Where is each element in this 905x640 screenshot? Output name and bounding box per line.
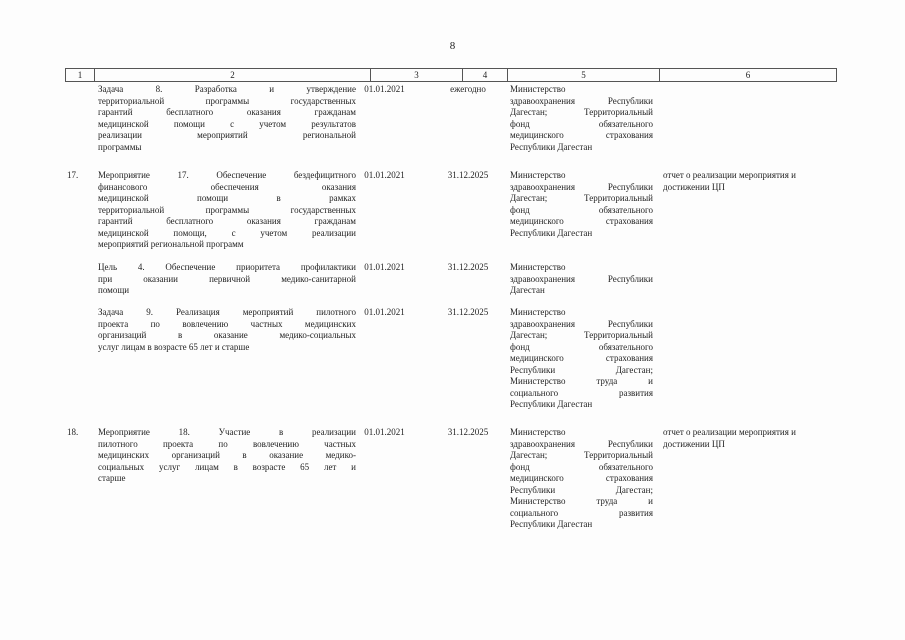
end-date: 31.12.2025: [447, 262, 489, 272]
responsible-line: Дагестан; Территориальный: [510, 330, 653, 340]
responsible-line: Министерство труда и: [510, 376, 653, 386]
description-line: Задача 9. Реализация мероприятий пилотного: [98, 307, 356, 317]
header-col-6: 6: [659, 69, 837, 81]
responsible-line: Дагестан; Территориальный: [510, 107, 653, 117]
responsible-line: Министерство: [510, 84, 566, 94]
description-line: Мероприятие 17. Обеспечение бездефицитного: [98, 170, 356, 180]
result-line: отчет о реализации мероприятия и: [663, 427, 796, 437]
start-date: 01.01.2021: [364, 170, 405, 180]
description-line: медицинских организаций в оказание медико-: [98, 450, 356, 460]
responsible-line: Дагестан: [510, 285, 545, 295]
result-line: достижении ЦП: [663, 438, 725, 449]
header-col-2: 2: [94, 69, 370, 81]
row-description: [98, 427, 356, 485]
description-line: Цель 4. Обеспечение приоритета профилактики: [98, 262, 356, 272]
responsible-line: фонд обязательного: [510, 204, 653, 215]
end-date: 31.12.2025: [447, 307, 489, 317]
end-date: 31.12.2025: [447, 170, 489, 180]
description-line: мероприятий региональной программ: [98, 239, 244, 249]
expected-result: [663, 427, 835, 450]
responsible-line: здравоохранения Республики: [510, 318, 653, 329]
header-col-5: 5: [507, 69, 659, 81]
description-line: медицинской помощи в рамках: [98, 193, 356, 203]
description-line: реализации мероприятий региональной: [98, 130, 356, 140]
responsible-executors: [510, 307, 653, 411]
description-line: медицинской помощи, с учетом реализации: [98, 227, 356, 238]
responsible-line: фонд обязательного: [510, 461, 653, 472]
description-line: помощи: [98, 285, 130, 295]
responsible-line: здравоохранения Республики: [510, 273, 653, 284]
responsible-line: Дагестан; Территориальный: [510, 450, 653, 460]
description-line: социальных услуг лицам в возрасте 65 лет и: [98, 461, 356, 472]
responsible-line: здравоохранения Республики: [510, 95, 653, 106]
responsible-line: здравоохранения Республики: [510, 438, 653, 449]
description-line: пилотного проекта по вовлечению частных: [98, 438, 356, 449]
responsible-line: Министерство: [510, 170, 566, 180]
row-description: [98, 262, 356, 297]
responsible-executors: [510, 84, 653, 153]
start-date: 01.01.2021: [364, 307, 405, 317]
start-date: 01.01.2021: [364, 262, 405, 272]
description-line: гарантий бесплатного оказания гражданам: [98, 107, 356, 117]
row-number: 18.: [67, 427, 79, 437]
responsible-line: Республики Дагестан: [510, 227, 593, 238]
responsible-executors: [510, 262, 653, 297]
description-line: гарантий бесплатного оказания гражданам: [98, 216, 356, 226]
description-line: программы: [98, 141, 142, 152]
responsible-line: Республики Дагестан: [510, 519, 593, 529]
description-line: территориальной программы государственных: [98, 204, 356, 215]
description-line: проекта по вовлечению частных медицинских: [98, 318, 356, 329]
responsible-line: Министерство труда и: [510, 496, 653, 506]
responsible-line: Республики Дагестан;: [510, 484, 653, 495]
start-date: 01.01.2021: [364, 427, 405, 437]
responsible-line: Республики Дагестан: [510, 399, 593, 409]
description-line: организаций в оказание медико-социальных: [98, 330, 356, 340]
result-line: отчет о реализации мероприятия и: [663, 170, 796, 180]
description-line: старше: [98, 473, 126, 483]
responsible-line: фонд обязательного: [510, 118, 653, 129]
responsible-line: здравоохранения Республики: [510, 181, 653, 192]
responsible-line: медицинского страхования: [510, 473, 653, 483]
responsible-line: Министерство: [510, 307, 566, 317]
responsible-line: фонд обязательного: [510, 341, 653, 352]
description-line: при оказании первичной медико-санитарной: [98, 273, 356, 284]
end-date: 31.12.2025: [447, 427, 489, 437]
responsible-executors: [510, 427, 653, 531]
description-line: услуг лицам в возрасте 65 лет и старше: [98, 341, 250, 352]
responsible-line: медицинского страхования: [510, 216, 653, 226]
header-col-1: 1: [65, 69, 94, 81]
responsible-line: Министерство: [510, 262, 566, 272]
responsible-line: Республики Дагестан;: [510, 364, 653, 375]
end-date: ежегодно: [450, 84, 486, 94]
header-col-3: 3: [370, 69, 462, 81]
expected-result: [663, 170, 835, 193]
description-line: финансового обеспечения оказания: [98, 181, 356, 192]
row-description: [98, 307, 356, 353]
description-line: Задача 8. Разработка и утверждение: [98, 84, 356, 94]
description-line: Мероприятие 18. Участие в реализации: [98, 427, 356, 437]
responsible-line: Министерство: [510, 427, 566, 437]
start-date: 01.01.2021: [364, 84, 405, 94]
responsible-executors: [510, 170, 653, 239]
responsible-line: социального развития: [510, 387, 653, 398]
row-description: [98, 170, 356, 251]
page-number: 8: [449, 40, 456, 52]
row-description: [98, 84, 356, 153]
description-line: территориальной программы государственных: [98, 95, 356, 106]
responsible-line: Республики Дагестан: [510, 141, 593, 152]
header-col-4: 4: [462, 69, 507, 81]
row-number: 17.: [67, 170, 79, 180]
description-line: медицинской помощи с учетом результатов: [98, 118, 356, 129]
result-line: достижении ЦП: [663, 181, 725, 192]
responsible-line: медицинского страхования: [510, 353, 653, 363]
responsible-line: медицинского страхования: [510, 130, 653, 140]
table-header: [65, 68, 837, 82]
responsible-line: социального развития: [510, 507, 653, 518]
responsible-line: Дагестан; Территориальный: [510, 193, 653, 203]
